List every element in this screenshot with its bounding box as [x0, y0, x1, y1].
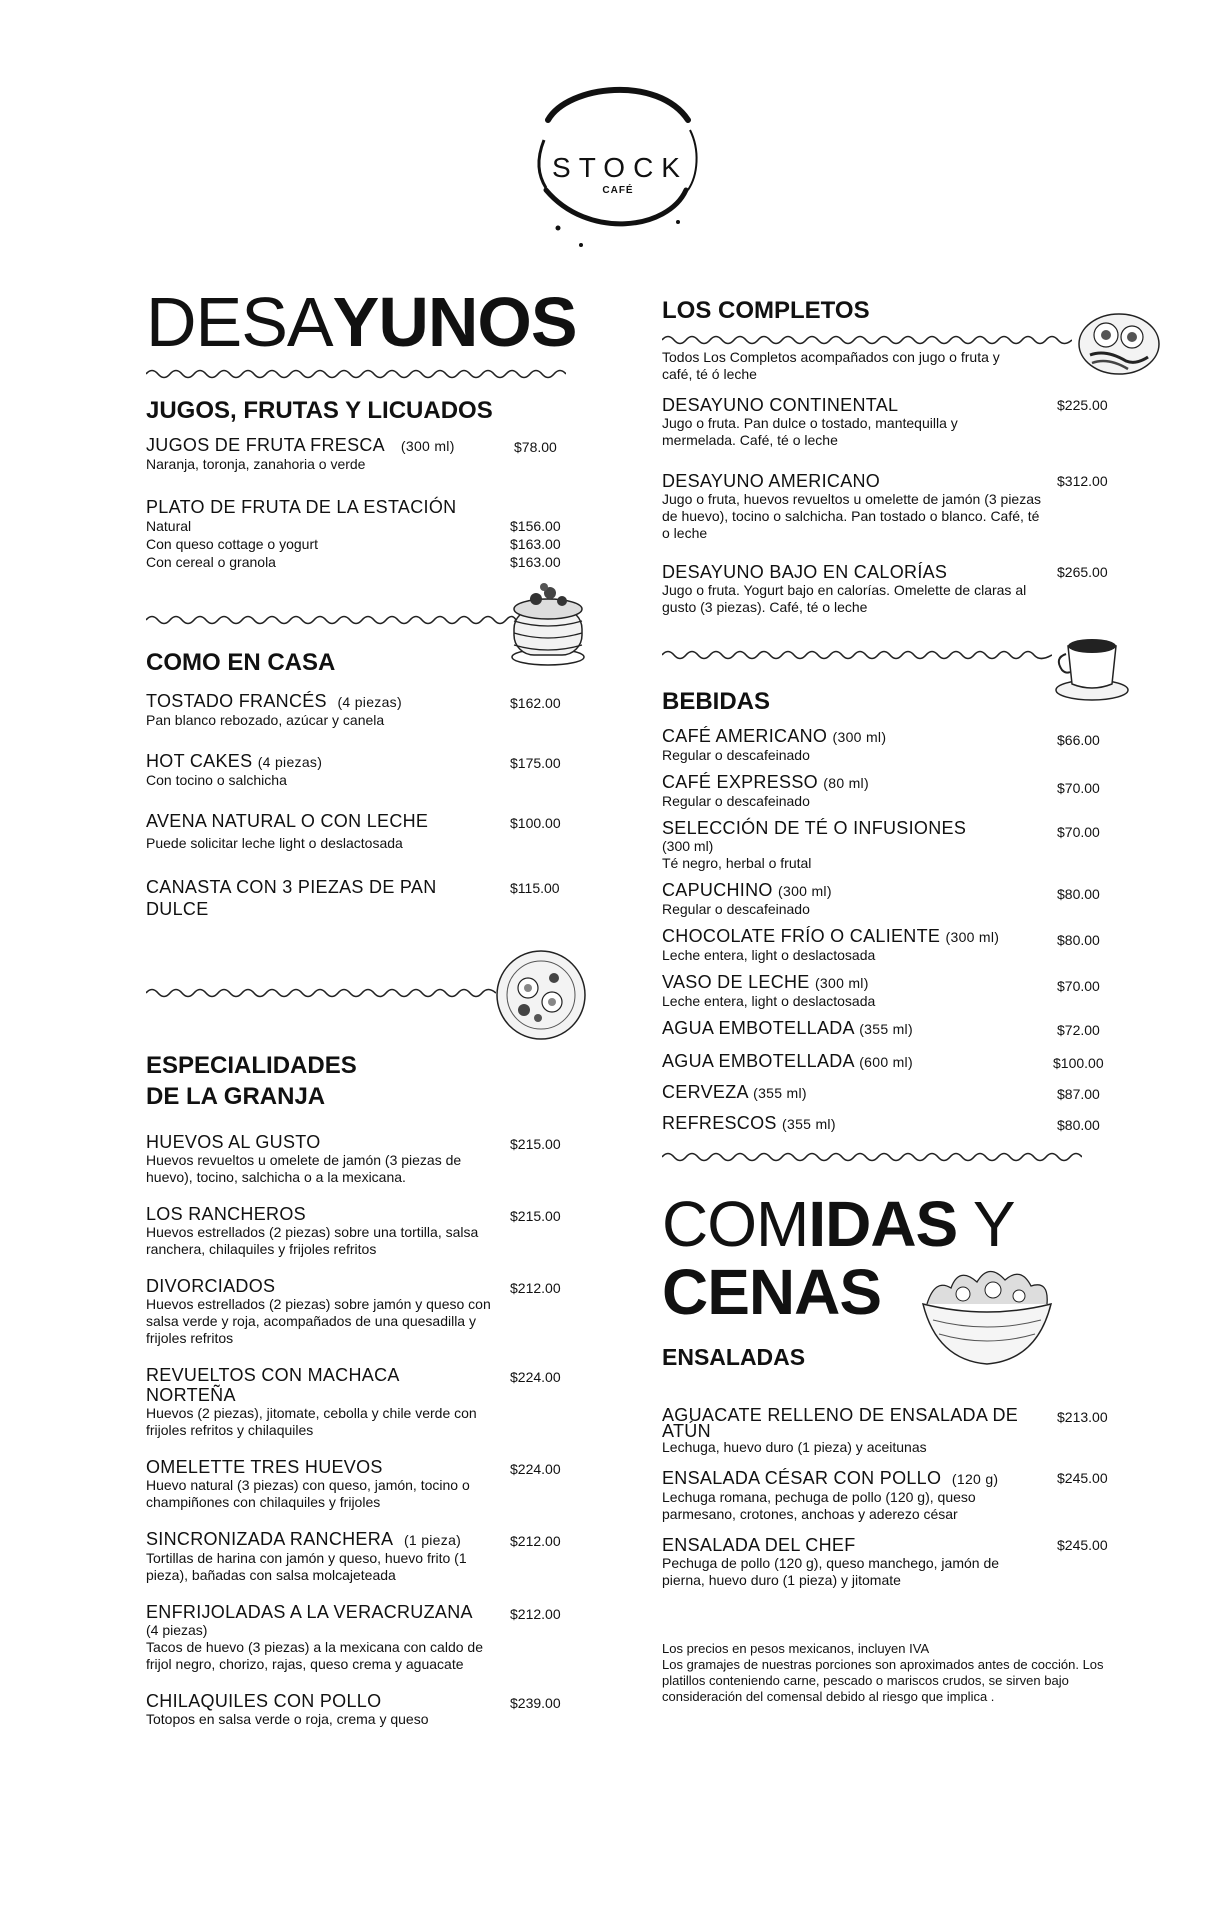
item-name: CERVEZA (355 ml)	[662, 1082, 807, 1102]
menu-item	[146, 691, 566, 729]
item-name: CAFÉ EXPRESSO (80 ml)	[662, 772, 869, 792]
item-desc: Huevos (2 piezas), jitomate, cebolla y chile verde con frijoles refritos y chilaquiles	[146, 1405, 477, 1438]
option-price: $163.00	[510, 536, 561, 552]
menu-item	[146, 876, 566, 920]
ensaladas-heading: ENSALADAS	[662, 1344, 806, 1370]
menu-item	[146, 1457, 566, 1511]
item-desc: Tacos de huevo (3 piezas) a la mexicana con caldo de frijol negro, chorizo, rajas, queso crema y aguacate	[146, 1639, 483, 1672]
menu-item	[146, 1365, 566, 1439]
item-price: $265.00	[1057, 564, 1108, 580]
menu-item	[662, 1468, 1108, 1523]
item-name: REVUELTOS CON MACHACA NORTEÑA	[146, 1365, 399, 1405]
item-price: $213.00	[1057, 1409, 1108, 1425]
menu-item	[662, 1405, 1108, 1456]
item-name: CHOCOLATE FRÍO O CALIENTE (300 ml)	[662, 926, 1000, 946]
menu-item	[662, 562, 1108, 616]
menu-item	[146, 811, 566, 852]
menu-item	[146, 1132, 566, 1186]
item-name: ENSALADA DEL CHEF	[662, 1535, 856, 1555]
item-desc: Lechuga romana, pechuga de pollo (120 g), queso parmesano, crotones, anchoas y aderezo césar	[662, 1489, 976, 1522]
menu-item	[662, 972, 1100, 1010]
menu-item	[662, 1113, 1100, 1134]
item-price: $212.00	[510, 1606, 561, 1622]
item-price: $70.00	[1057, 978, 1100, 994]
menu-item-jugos	[146, 435, 566, 473]
option-cottage: Con queso cottage o yogurt	[146, 536, 319, 552]
item-size: (300 ml)	[662, 838, 714, 854]
item-desc: Tortillas de harina con jamón y queso, huevo frito (1 pieza), bañadas con salsa molcajeteada	[146, 1550, 467, 1583]
bebidas-heading: BEBIDAS	[662, 688, 771, 715]
menu-item	[662, 471, 1108, 542]
item-price: $239.00	[510, 1695, 561, 1711]
completos-heading: LOS COMPLETOS	[662, 297, 870, 324]
item-price: $72.00	[1057, 1022, 1100, 1038]
menu-item	[146, 1276, 566, 1347]
breakfast-plate-icon	[494, 948, 588, 1042]
item-desc: Huevos revueltos u omelete de jamón (3 piezas de huevo), tocino, salchicha o a la mexicana.	[146, 1152, 462, 1185]
item-price: $224.00	[510, 1461, 561, 1477]
item-name: TOSTADO FRANCÉS (4 piezas)	[146, 691, 402, 711]
item-price: $162.00	[510, 695, 561, 711]
item-name: OMELETTE TRES HUEVOS	[146, 1457, 383, 1477]
item-price: $215.00	[510, 1136, 561, 1152]
item-name: AGUACATE RELLENO DE ENSALADA DE ATÚN	[662, 1405, 1019, 1441]
item-desc: Naranja, toronja, zanahoria o verde	[146, 456, 366, 472]
item-desc: Regular o descafeinado	[662, 901, 810, 917]
menu-item	[146, 751, 566, 789]
note-prices: Los precios en pesos mexicanos, incluyen IVA	[662, 1641, 930, 1656]
option-price: $163.00	[510, 554, 561, 570]
option-price: $156.00	[510, 518, 561, 534]
item-price: $225.00	[1057, 397, 1108, 413]
item-desc: Totopos en salsa verde o roja, crema y queso	[146, 1711, 429, 1727]
menu-item	[662, 726, 1100, 764]
item-name: CHILAQUILES CON POLLO	[146, 1691, 382, 1711]
wave-divider	[146, 986, 496, 1000]
item-price: $87.00	[1057, 1086, 1100, 1102]
menu-item	[662, 880, 1100, 918]
menu-item-plato-fruta	[146, 497, 566, 571]
item-price: $215.00	[510, 1208, 561, 1224]
wave-divider	[662, 1150, 1082, 1164]
option-natural: Natural	[146, 518, 192, 534]
granja-heading: ESPECIALIDADES DE LA GRANJA	[146, 1052, 357, 1110]
menu-item	[662, 1082, 1100, 1103]
item-desc: Pan blanco rebozado, azúcar y canela	[146, 712, 385, 728]
menu-item	[662, 395, 1108, 449]
eggs-bacon-icon	[1076, 309, 1162, 379]
item-price: $66.00	[1057, 732, 1100, 748]
menu-item	[662, 1535, 1108, 1589]
menu-item	[146, 1204, 566, 1258]
item-desc: Huevo natural (3 piezas) con queso, jamón, tocino o champiñones con chilaquiles y frijoles	[146, 1477, 470, 1510]
desayunos-title: DESAYUNOS	[146, 283, 577, 361]
item-name: HOT CAKES (4 piezas)	[146, 751, 323, 771]
menu-item	[146, 1602, 566, 1673]
item-name: HUEVOS AL GUSTO	[146, 1132, 321, 1152]
item-name: VASO DE LECHE (300 ml)	[662, 972, 869, 992]
item-desc: Té negro, herbal o frutal	[662, 855, 812, 871]
item-name: ENFRIJOLADAS A LA VERACRUZANA	[146, 1602, 473, 1622]
item-name: DESAYUNO AMERICANO	[662, 471, 881, 491]
wave-divider	[146, 613, 516, 627]
item-desc: Leche entera, light o deslactosada	[662, 993, 876, 1009]
item-price: $70.00	[1057, 824, 1100, 840]
menu-item	[662, 926, 1100, 964]
item-price: $78.00	[514, 439, 557, 455]
item-desc: Puede solicitar leche light o deslactosada	[146, 835, 403, 851]
item-name: DIVORCIADOS	[146, 1276, 276, 1296]
coffee-cup-icon	[1052, 624, 1132, 704]
item-desc: Leche entera, light o deslactosada	[662, 947, 876, 963]
item-desc: Huevos estrellados (2 piezas) sobre jamón y queso con salsa verde y roja, acompañados de una quesadilla y frijoles refritos	[146, 1296, 491, 1346]
item-price: $115.00	[510, 880, 560, 896]
menu-item	[662, 1018, 1100, 1039]
wave-divider	[146, 367, 566, 381]
item-name: CAPUCHINO (300 ml)	[662, 880, 832, 900]
item-name: LOS RANCHEROS	[146, 1204, 306, 1224]
item-price: $212.00	[510, 1280, 561, 1296]
item-price: $212.00	[510, 1533, 561, 1549]
item-name: AGUA EMBOTELLADA (355 ml)	[662, 1018, 913, 1038]
menu-item	[662, 772, 1100, 810]
item-price: $70.00	[1057, 780, 1100, 796]
item-price: $224.00	[510, 1369, 561, 1385]
note-gramajes: Los gramajes de nuestras porciones son aproximados antes de cocción. Los platillos conteniendo carne, pescado o mariscos crudos, se sirven bajo consideración del comensal debido al riesgo que implica .	[662, 1657, 1104, 1704]
item-desc: Jugo o fruta. Yogurt bajo en calorías. Omelette de claras al gusto (3 piezas). Café, té o leche	[662, 582, 1027, 615]
item-name: REFRESCOS (355 ml)	[662, 1113, 836, 1133]
logo-sub: CAFÉ	[602, 185, 634, 196]
salad-bowl-icon	[917, 1260, 1057, 1370]
item-desc: Regular o descafeinado	[662, 793, 810, 809]
item-price: $245.00	[1057, 1470, 1108, 1486]
item-name: CANASTA CON 3 PIEZAS DE PAN DULCE	[146, 877, 437, 919]
item-price: $80.00	[1057, 1117, 1100, 1133]
item-desc: Pechuga de pollo (120 g), queso manchego, jamón de pierna, huevo duro (1 pieza) y jitomate	[662, 1555, 1000, 1588]
item-name: PLATO DE FRUTA DE LA ESTACIÓN	[146, 497, 457, 517]
item-name: SINCRONIZADA RANCHERA (1 pieza)	[146, 1529, 462, 1549]
item-desc: Huevos estrellados (2 piezas) sobre una tortilla, salsa ranchera, chilaquiles y frijoles refritos	[146, 1224, 479, 1257]
item-price: $245.00	[1057, 1537, 1108, 1553]
wave-divider	[662, 333, 1072, 347]
item-price: $100.00	[510, 815, 561, 831]
item-price: $80.00	[1057, 932, 1100, 948]
casa-heading: COMO EN CASA	[146, 649, 336, 676]
item-name: DESAYUNO BAJO EN CALORÍAS	[662, 562, 948, 582]
menu-item	[662, 818, 1100, 872]
item-price: $80.00	[1057, 886, 1100, 902]
item-name: DESAYUNO CONTINENTAL	[662, 395, 899, 415]
item-price: $312.00	[1057, 473, 1108, 489]
item-desc: Con tocino o salchicha	[146, 772, 287, 788]
completos-intro: Todos Los Completos acompañados con jugo o fruta y café, té ó leche	[662, 349, 1000, 382]
menu-item	[662, 1051, 1104, 1072]
footer-note	[662, 1641, 1132, 1705]
item-desc: Jugo o fruta. Pan dulce o tostado, mantequilla y mermelada. Café, té o leche	[662, 415, 958, 448]
right-column	[662, 297, 1108, 1705]
item-name: SELECCIÓN DE TÉ O INFUSIONES	[662, 818, 967, 838]
item-name: AVENA NATURAL O CON LECHE	[146, 811, 429, 831]
wave-divider	[662, 648, 1052, 662]
item-name: JUGOS DE FRUTA FRESCA (300 ml)	[146, 435, 455, 455]
menu-item	[146, 1529, 566, 1584]
comidas-title: COMIDAS Y CENAS	[662, 1188, 1015, 1328]
stock-cafe-logo	[518, 80, 718, 250]
jugos-heading: JUGOS, FRUTAS Y LICUADOS	[146, 397, 493, 424]
item-desc: Regular o descafeinado	[662, 747, 810, 763]
item-price: $175.00	[510, 755, 561, 771]
item-price: $100.00	[1053, 1055, 1104, 1071]
item-name: CAFÉ AMERICANO (300 ml)	[662, 726, 887, 746]
option-cereal: Con cereal o granola	[146, 554, 276, 570]
item-name: ENSALADA CÉSAR CON POLLO (120 g)	[662, 1468, 999, 1488]
item-size: (4 piezas)	[146, 1622, 208, 1638]
logo-name: STOCK	[552, 152, 688, 183]
desayunos-column	[146, 285, 586, 1728]
item-name: AGUA EMBOTELLADA (600 ml)	[662, 1051, 913, 1071]
item-desc: Lechuga, huevo duro (1 pieza) y aceitunas	[662, 1439, 927, 1455]
pancakes-icon	[508, 569, 588, 669]
item-desc: Jugo o fruta, huevos revueltos u omelette de jamón (3 piezas de huevo), tocino o salchicha. Pan tostado o blanco. Café, té o leche	[662, 491, 1041, 541]
menu-item	[146, 1691, 566, 1728]
